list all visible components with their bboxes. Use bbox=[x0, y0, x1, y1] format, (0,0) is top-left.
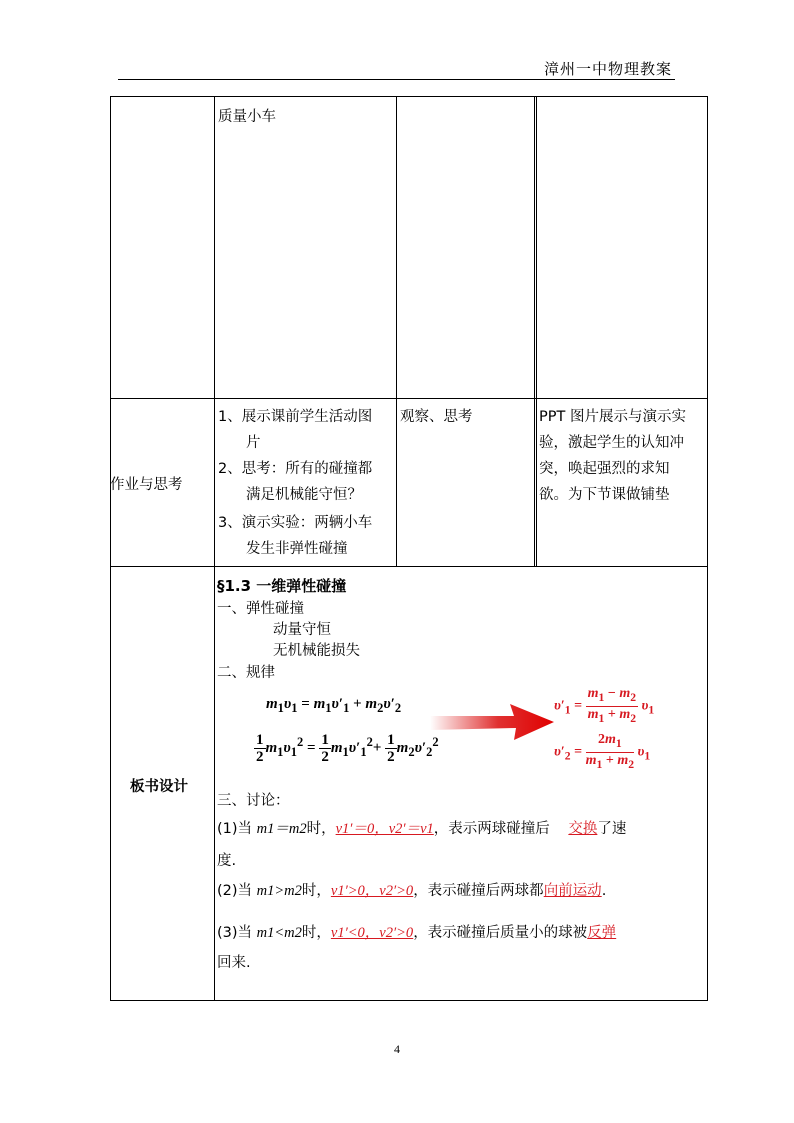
d1-keyword: 交换 bbox=[568, 821, 598, 837]
d2-prefix: (2)当 bbox=[217, 883, 253, 899]
d1-post: ，表示两球碰撞后 bbox=[433, 821, 550, 837]
velocity1-formula: $\upsilon'_1$ = $\frac{m_1 - m_2}{m_1 + m_2}$ $\upsilon_1$ bbox=[554, 686, 655, 725]
intent-line-3: 突，唤起强烈的求知 bbox=[539, 461, 670, 477]
col-divider-1 bbox=[214, 96, 215, 1001]
intent-line-1: PPT 图片展示与演示实 bbox=[539, 409, 686, 425]
intent-line-4: 欲。为下节课做铺垫 bbox=[539, 487, 670, 503]
result-arrow-icon bbox=[430, 702, 555, 746]
table-border-bottom bbox=[110, 1000, 708, 1001]
d3-post: ，表示碰撞后质量小的球被 bbox=[413, 925, 588, 941]
d2-mid: 时， bbox=[301, 883, 331, 899]
item-1-line1: 展示课前学生活动图 bbox=[241, 409, 373, 425]
momentum-equation: $m_1\upsilon_1 = m_1\upsilon'_1 + m_2\upsilon'_2$ bbox=[266, 696, 402, 715]
d2-post: ，表示碰撞后两球都 bbox=[413, 883, 544, 899]
board-title: §1.3 一维弹性碰撞 bbox=[217, 577, 347, 595]
item-1-line2: 片 bbox=[246, 435, 261, 451]
table-border-right bbox=[707, 96, 708, 1001]
lesson-plan-table bbox=[110, 96, 708, 1001]
intent-line-2: 验，激起学生的认知冲 bbox=[539, 435, 684, 451]
col-divider-3 bbox=[534, 96, 535, 566]
header-title: 漳州一中物理教案 bbox=[544, 60, 673, 78]
discussion-2 bbox=[217, 878, 606, 904]
homework-item-1 bbox=[218, 404, 372, 456]
discussion-1-cont: 度. bbox=[217, 853, 237, 869]
d1-prefix: (1)当 bbox=[217, 821, 253, 837]
discussion-3-cont: 回来. bbox=[217, 955, 251, 971]
d1-answer: v1′＝0，v2′＝v1 bbox=[335, 821, 434, 837]
homework-item-3 bbox=[218, 510, 372, 562]
energy-equation: $\frac{1}{2}$ $m_1\upsilon_1^2$ = $\frac{1}{2}$ $m_1\upsilon'_1^2+$ $\frac{1}{2}$ $m_2\upsilon'_2^2$ bbox=[256, 732, 439, 765]
section-elastic: 一、弹性碰撞 bbox=[217, 601, 304, 617]
d2-keyword: 向前运动 bbox=[543, 883, 602, 899]
header-rule bbox=[118, 79, 675, 80]
item-2-line1: 思考：所有的碰撞都 bbox=[241, 461, 373, 477]
point-energy: 无机械能损失 bbox=[273, 643, 360, 659]
section-discussion: 三、讨论： bbox=[217, 793, 290, 809]
item-2-line2: 满足机械能守恒？ bbox=[246, 487, 362, 503]
velocity2-formula: $\upsilon'_2$ = $\frac{2m_1}{m_1 + m_2}$ $\upsilon_1$ bbox=[554, 732, 651, 771]
col-divider-3b bbox=[536, 96, 537, 566]
table-border-left bbox=[110, 96, 111, 1001]
d1-tail: 了速 bbox=[597, 821, 627, 837]
d2-condition: m1>m2 bbox=[256, 883, 302, 899]
d3-condition: m1<m2 bbox=[256, 925, 302, 941]
item-3-number: 3、 bbox=[218, 515, 242, 531]
table-border-top bbox=[110, 96, 708, 97]
section-rules: 二、规律 bbox=[217, 665, 275, 681]
item-1-number: 1、 bbox=[218, 409, 242, 425]
discussion-3 bbox=[217, 920, 616, 946]
d3-answer: v1′<0，v2′>0 bbox=[330, 925, 414, 941]
d1-condition: m1＝m2 bbox=[256, 821, 307, 837]
item-3-line1: 演示实验：两辆小车 bbox=[241, 515, 373, 531]
d3-prefix: (3)当 bbox=[217, 925, 253, 941]
design-intent bbox=[539, 404, 686, 508]
point-momentum: 动量守恒 bbox=[273, 622, 331, 638]
d3-mid: 时， bbox=[301, 925, 331, 941]
d2-answer: v1′>0，v2′>0 bbox=[330, 883, 414, 899]
homework-item-2 bbox=[218, 456, 372, 508]
page-number: 4 bbox=[394, 1042, 400, 1056]
col-divider-2 bbox=[396, 96, 397, 566]
d2-tail: . bbox=[601, 883, 607, 899]
discussion-1 bbox=[217, 816, 626, 842]
item-2-number: 2、 bbox=[218, 461, 242, 477]
row-divider-2 bbox=[110, 566, 708, 567]
d3-keyword: 反弹 bbox=[587, 925, 617, 941]
item-3-line2: 发生非弹性碰撞 bbox=[246, 541, 348, 557]
d1-mid: 时， bbox=[306, 821, 336, 837]
row2-label: 作业与思考 bbox=[110, 477, 183, 493]
student-activity: 观察、思考 bbox=[400, 409, 473, 425]
row1-content: 质量小车 bbox=[218, 109, 276, 125]
row-divider-1 bbox=[110, 398, 708, 399]
board-label: 板书设计 bbox=[130, 779, 188, 795]
